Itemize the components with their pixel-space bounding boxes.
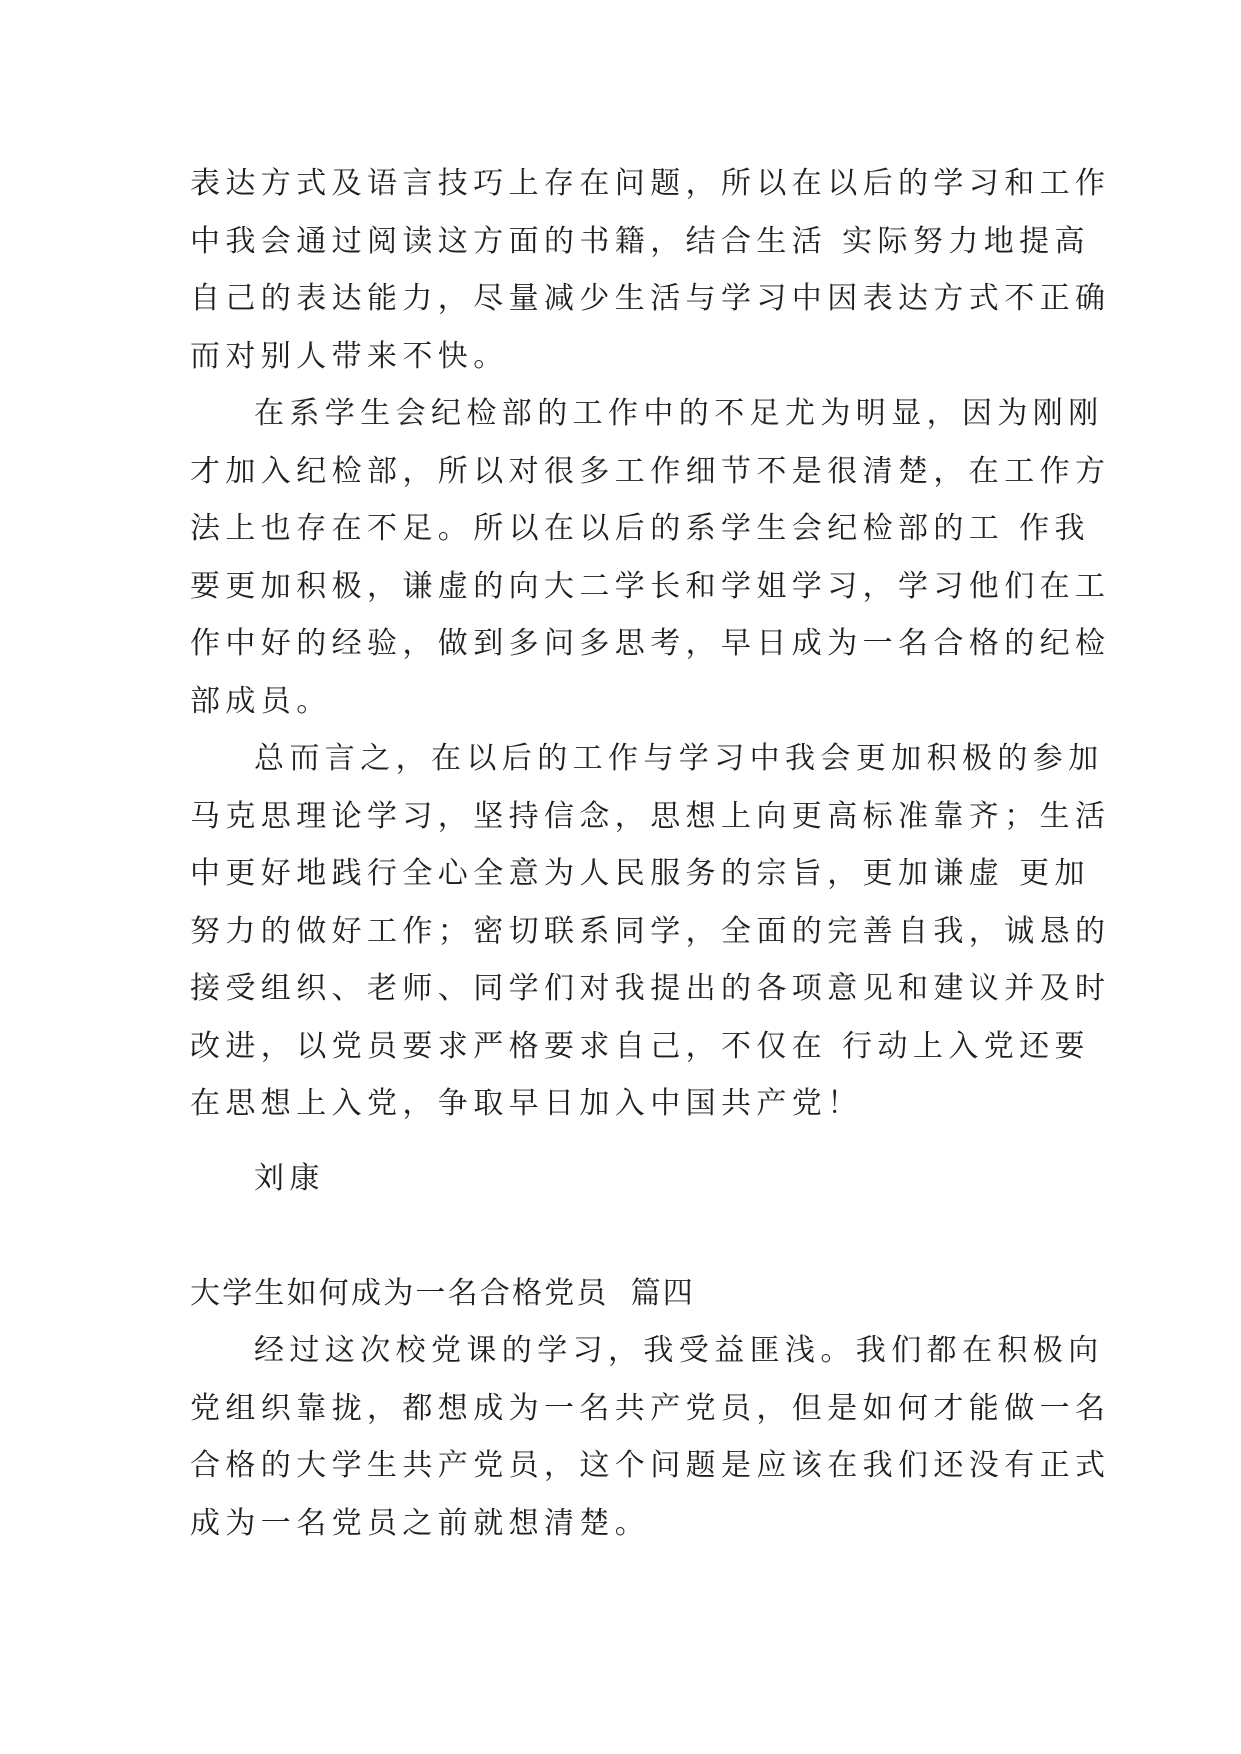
paragraph-line: 党组织靠拢，都想成为一名共产党员，但是如何才能做一名 [190, 1390, 1111, 1426]
section-tag: 篇四 [630, 1276, 696, 1311]
paragraph-line: 部成员。 [190, 683, 332, 719]
paragraph-line: 总而言之，在以后的工作与学习中我会更加积极的参加 [254, 741, 1104, 776]
paragraph-line: 经过这次校党课的学习，我受益匪浅。我们都在积极向 [254, 1333, 1104, 1368]
paragraph-line: 自己的表达能力，尽量减少生活与学习中因表达方式不正确 [190, 281, 1111, 316]
paragraph-line: 中我会通过阅读这方面的书籍，结合生活 实际努力地提高 [190, 223, 1090, 259]
paragraph-line: 马克思理论学习，坚持信念，思想上向更高标准靠齐；生活 [190, 798, 1111, 834]
paragraph-line: 而对别人带来不快。 [190, 338, 509, 374]
paragraph-line: 努力的做好工作；密切联系同学，全面的完善自我，诚恳的 [190, 913, 1111, 949]
paragraph-line: 改进，以党员要求严格要求自己，不仅在 行动上入党还要 [190, 1028, 1090, 1064]
paragraph-line: 接受组织、老师、同学们对我提出的各项意见和建议并及时 [190, 971, 1111, 1006]
text-block-top [190, 155, 1111, 1133]
section-heading [190, 1265, 695, 1323]
paragraph-line: 成为一名党员之前就想清楚。 [190, 1505, 651, 1541]
section-title: 大学生如何成为一名合格党员 [190, 1276, 609, 1311]
paragraph-line: 法上也存在不足。所以在以后的系学生会纪检部的工 作我 [190, 511, 1090, 546]
paragraph-line: 合格的大学生共产党员，这个问题是应该在我们还没有正式 [190, 1448, 1111, 1483]
paragraph-line: 在思想上入党，争取早日加入中国共产党！ [190, 1086, 863, 1121]
paragraph-line: 中更好地践行全心全意为人民服务的宗旨，更加谦虚 更加 [190, 856, 1090, 891]
signature: 刘康 [254, 1161, 325, 1196]
paragraph-line: 表达方式及语言技巧上存在问题，所以在以后的学习和工作 [190, 166, 1111, 201]
text-block-bottom [190, 1322, 1111, 1552]
paragraph-line: 才加入纪检部，所以对很多工作细节不是很清楚，在工作方 [190, 453, 1111, 489]
paragraph-line: 在系学生会纪检部的工作中的不足尤为明显，因为刚刚 [254, 396, 1104, 431]
paragraph-line: 要更加积极，谦虚的向大二学长和学姐学习，学习他们在工 [190, 568, 1111, 604]
paragraph-line: 作中好的经验，做到多问多思考，早日成为一名合格的纪检 [190, 626, 1111, 661]
